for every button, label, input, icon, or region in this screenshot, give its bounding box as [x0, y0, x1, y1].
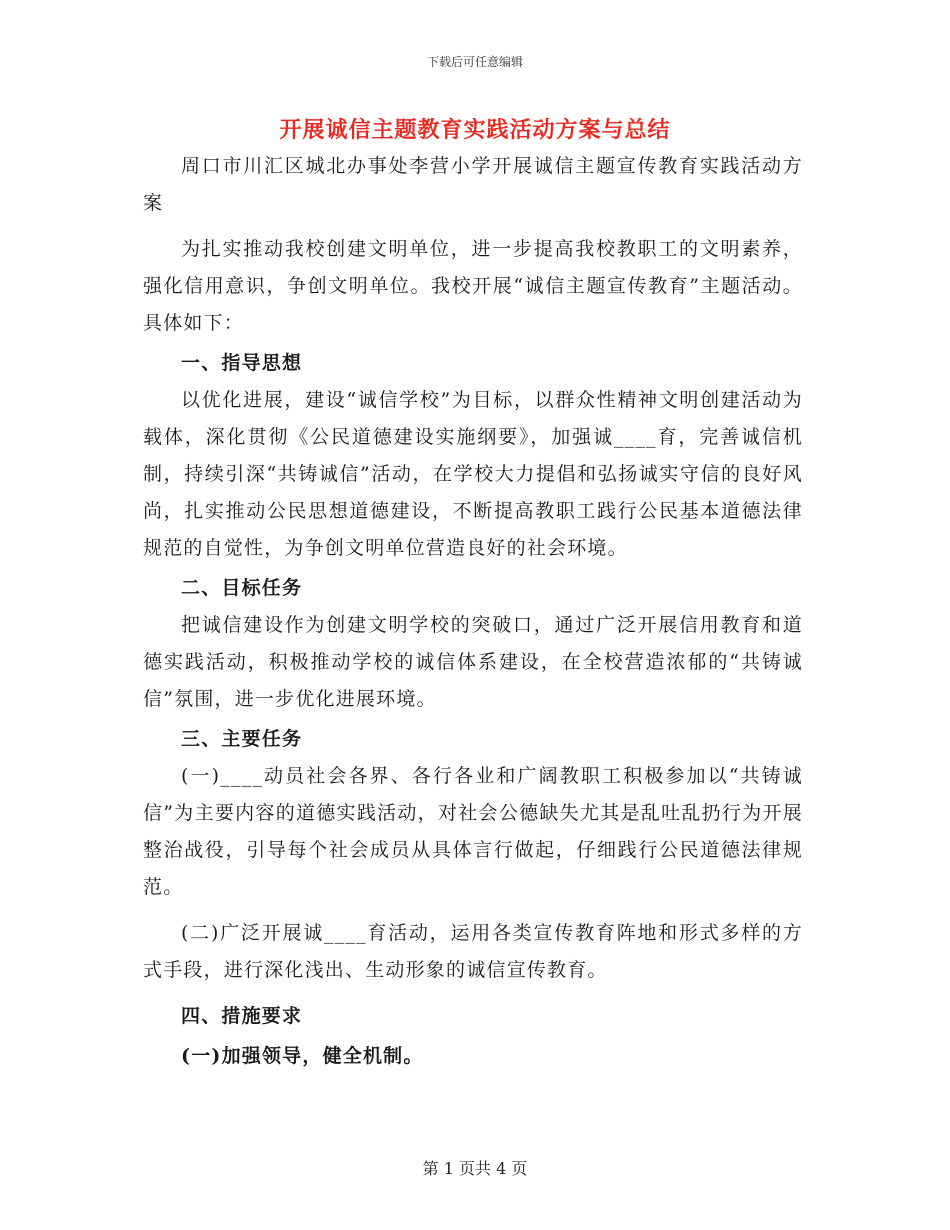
paragraph-task-1: (一)____动员社会各界、各行各业和广阔教职工积极参加以“共铸诚信”为主要内容的道德实践活动，对社会公德缺失尤其是乱吐乱扔行为开展整治战役，引导每个社会成员从具体言行做起，仔细践行公民道德法律规范。 [143, 765, 803, 898]
section-heading-main-tasks: 三、主要任务 [181, 728, 303, 750]
paragraph-intro: 为扎实推动我校创建文明单位，进一步提高我校教职工的文明素养，强化信用意识，争创文明单位。我校开展“诚信主题宣传教育”主题活动。具体如下： [143, 238, 803, 334]
paragraph-task-2: (二)广泛开展诚____育活动，运用各类宣传教育阵地和形式多样的方式手段，进行深化浅出、生动形象的诚信宣传教育。 [143, 922, 803, 981]
paragraph-objectives: 把诚信建设作为创建文明学校的突破口，通过广泛开展信用教育和道德实践活动，积极推动学校的诚信体系建设，在全校营造浓郁的“共铸诚信”氛围，进一步优化进展环境。 [143, 614, 803, 710]
paragraph-guiding-ideology: 以优化进展，建设“诚信学校”为目标，以群众性精神文明创建活动为载体，深化贯彻《公民道德建设实施纲要》，加强诚____育，完善诚信机制，持续引深“共铸诚信”活动，在学校大力提倡和弘扬诚实守信的良好风尚，扎实推动公民思想道德建设，不断提高教职工践行公民基本道德法律规范的自觉性，为争创文明单位营造良好的社会环境。 [143, 389, 803, 559]
page-footer: 第 1 页共 4 页 [422, 1159, 528, 1178]
paragraph-subtitle: 周口市川汇区城北办事处李营小学开展诚信主题宣传教育实践活动方案 [143, 155, 803, 214]
section-heading-measures: 四、措施要求 [181, 1005, 303, 1027]
section-heading-guiding-ideology: 一、指导思想 [181, 352, 303, 374]
document-title: 开展诚信主题教育实践活动方案与总结 [279, 117, 671, 143]
document-body [143, 148, 803, 1075]
subheading-measure-1: (一)加强领导，健全机制。 [181, 1045, 424, 1067]
section-heading-objectives: 二、目标任务 [181, 577, 303, 599]
header-note: 下载后可任意编辑 [426, 55, 523, 69]
